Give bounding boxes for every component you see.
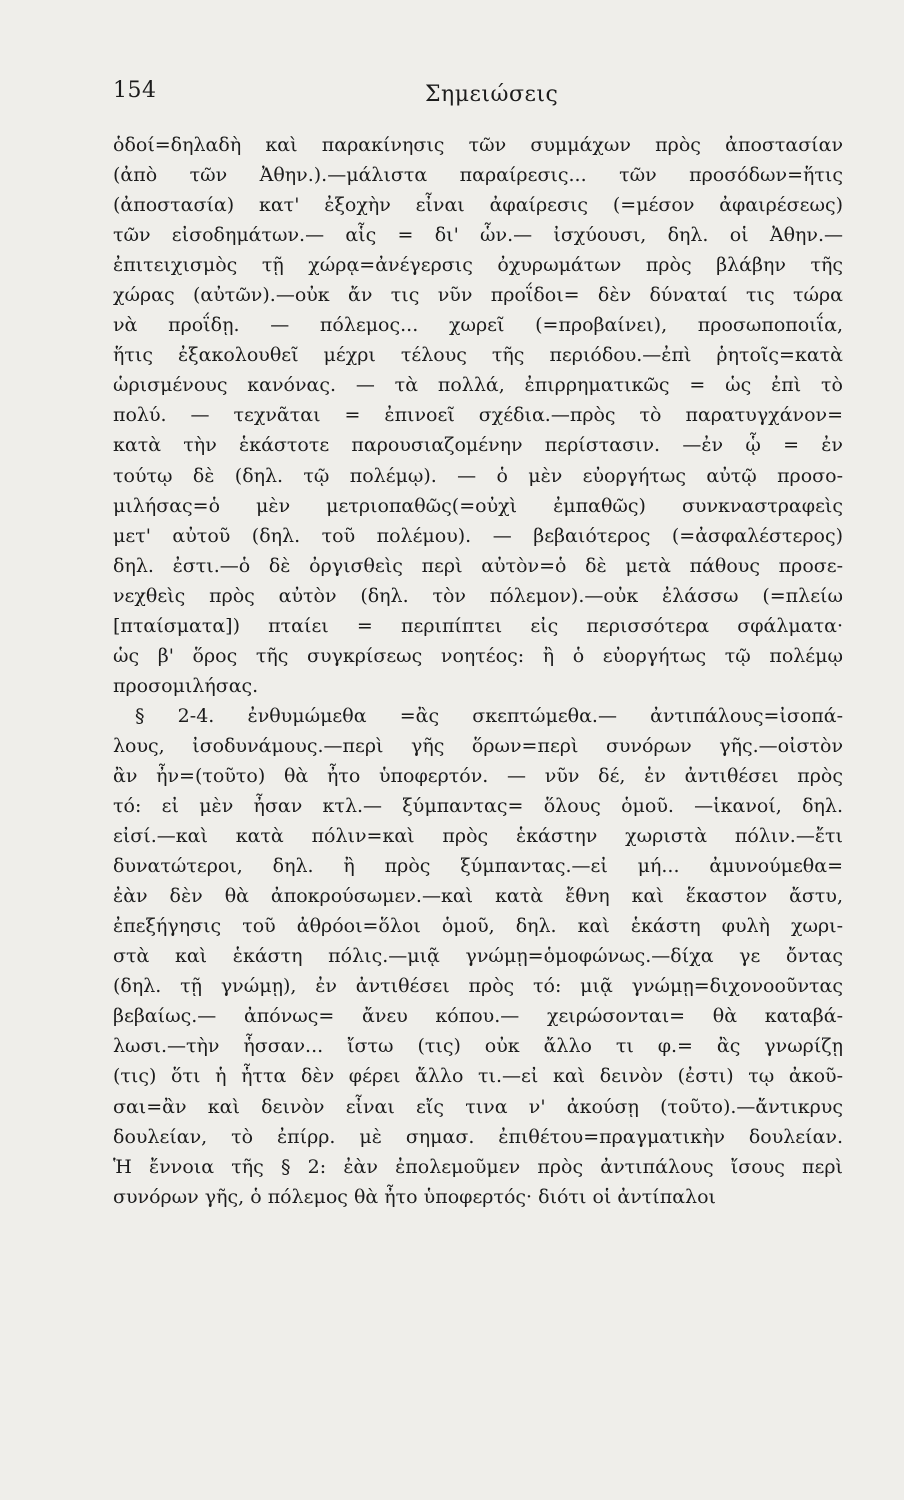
text-line: ἐὰν δὲν θὰ ἀποκρούσωμεν.—καὶ κατὰ ἔθνη καὶ ἕκαστον ἄστυ, (113, 885, 843, 908)
text-line: (τις) ὅτι ἡ ἧττα δὲν φέρει ἄλλο τι.—εἰ καὶ δεινὸν (ἐστι) τῳ ἀκοῦ- (113, 1065, 843, 1088)
text-line: δουλείαν, τὸ ἐπίρρ. μὲ σημασ. ἐπιθέτου=πραγματικὴν δουλείαν. (113, 1125, 843, 1148)
text-line: τό: εἰ μὲν ἦσαν κτλ.— ξύμπαντας= ὅλους ὁμοῦ. —ἱκανοί, δηλ. (113, 795, 843, 818)
text-line: (δηλ. τῇ γνώμῃ), ἐν ἀντιθέσει πρὸς τό: μιᾷ γνώμῃ=διχονοοῦντας (113, 975, 843, 998)
page-header (113, 78, 833, 114)
text-line: ὁδοί=δηλαδὴ καὶ παρακίνησις τῶν συμμάχων πρὸς ἀποστασίαν (113, 134, 843, 156)
text-line: νὰ προΐδῃ. — πόλεμος... χωρεῖ (=προβαίνει), προσωποποιΐα, (113, 314, 843, 337)
text-line: ὡρισμένους κανόνας. — τὰ πολλά, ἐπιρρηματικῶς = ὡς ἐπὶ τὸ (113, 374, 843, 397)
text-line: δυνατώτεροι, δηλ. ἢ πρὸς ξύμπαντας.—εἰ μή... ἀμυνούμεθα= (113, 855, 843, 878)
text-line: προσομιλήσας. (113, 674, 259, 697)
text-line: (ἀποστασία) κατ' ἐξοχὴν εἶναι ἀφαίρεσις (=μέσον ἀφαιρέσεως) (113, 194, 843, 217)
text-line: εἰσί.—καὶ κατὰ πόλιν=καὶ πρὸς ἑκάστην χωριστὰ πόλιν.—ἔτι (113, 825, 843, 848)
text-line: κατὰ τὴν ἑκάστοτε παρουσιαζομένην περίστασιν. —ἐν ᾧ = ἐν (113, 434, 843, 457)
text-line: ἂν ἦν=(τοῦτο) θὰ ἦτο ὑποφερτόν. — νῦν δέ, ἐν ἀντιθέσει πρὸς (113, 764, 843, 787)
text-line: συνόρων γῆς, ὁ πόλεμος θὰ ἦτο ὑποφερτός· διότι οἱ ἀντίπαλοι (113, 1185, 716, 1208)
page-number: 154 (113, 78, 157, 103)
text-line: νεχθεὶς πρὸς αὐτὸν (δηλ. τὸν πόλεμον).—οὐκ ἐλάσσω (=πλείω (113, 584, 843, 607)
text-line: δηλ. ἐστι.—ὁ δὲ ὀργισθεὶς περὶ αὐτὸν=ὁ δὲ μετὰ πάθους προσε- (113, 554, 843, 577)
text-line: χώρας (αὐτῶν).—οὐκ ἄν τις νῦν προΐδοι= δὲν δύναταί τις τώρα (113, 284, 843, 307)
text-line: λους, ἰσοδυνάμους.—περὶ γῆς ὅρων=περὶ συνόρων γῆς.—οἰστὸν (113, 734, 843, 757)
text-line: βεβαίως.— ἀπόνως= ἄνευ κόπου.— χειρώσονται= θὰ καταβά- (113, 1005, 843, 1028)
text-line: ἐπιτειχισμὸς τῇ χώρᾳ=ἀνέγερσις ὀχυρωμάτων πρὸς βλάβην τῆς (113, 254, 843, 277)
text-line: Ἡ ἔννοια τῆς § 2: ἐὰν ἐπολεμοῦμεν πρὸς ἀντιπάλους ἴσους περὶ (113, 1155, 843, 1178)
text-line: τούτῳ δὲ (δηλ. τῷ πολέμῳ). — ὁ μὲν εὐοργήτως αὐτῷ προσο- (113, 464, 843, 487)
body-text (113, 130, 843, 1212)
text-line: στὰ καὶ ἑκάστη πόλις.—μιᾷ γνώμῃ=ὁμοφώνως.—δίχα γε ὄντας (113, 945, 843, 968)
text-line: (ἀπὸ τῶν Ἀθην.).—μάλιστα παραίρεσις... τῶν προσόδων=ἥτις (113, 164, 843, 187)
text-line: λωσι.—τὴν ἧσσαν... ἴστω (τις) οὐκ ἄλλο τι φ.= ἂς γνωρίζῃ (113, 1035, 843, 1058)
text-line: μιλήσας=ὁ μὲν μετριοπαθῶς(=οὐχὶ ἐμπαθῶς) συνκναστραφεὶς (113, 494, 843, 517)
text-line: σαι=ἂν καὶ δεινὸν εἶναι εἴς τινα ν' ἀκούσῃ (τοῦτο).—ἄντικρυς (113, 1095, 843, 1118)
text-line: ὡς β' ὅρος τῆς συγκρίσεως νοητέος: ἢ ὁ εὐοργήτως τῷ πολέμῳ (113, 644, 843, 667)
running-head: Σημειώσεις (425, 82, 559, 107)
text-line: ἥτις ἐξακολουθεῖ μέχρι τέλους τῆς περιόδου.—ἐπὶ ῥητοῖς=κατὰ (113, 344, 843, 367)
text-line: ἐπεξήγησις τοῦ ἀθρόοι=ὅλοι ὁμοῦ, δηλ. καὶ ἑκάστη φυλὴ χωρι- (113, 915, 843, 938)
text-line: πολύ. — τεχνᾶται = ἐπινοεῖ σχέδια.—πρὸς τὸ παρατυγχάνον= (113, 404, 843, 427)
text-line: § 2-4. ἐνθυμώμεθα =ἂς σκεπτώμεθα.— ἀντιπάλους=ἰσοπά- (135, 704, 843, 727)
text-line: [πταίσματα]) πταίει = περιπίπτει εἰς περισσότερα σφάλματα· (113, 614, 843, 637)
text-line: μετ' αὐτοῦ (δηλ. τοῦ πολέμου). — βεβαιότερος (=ἀσφαλέστερος) (113, 524, 843, 547)
text-line: τῶν εἰσοδημάτων.— αἷς = δι' ὧν.— ἰσχύουσι, δηλ. οἱ Ἀθην.— (113, 224, 843, 247)
